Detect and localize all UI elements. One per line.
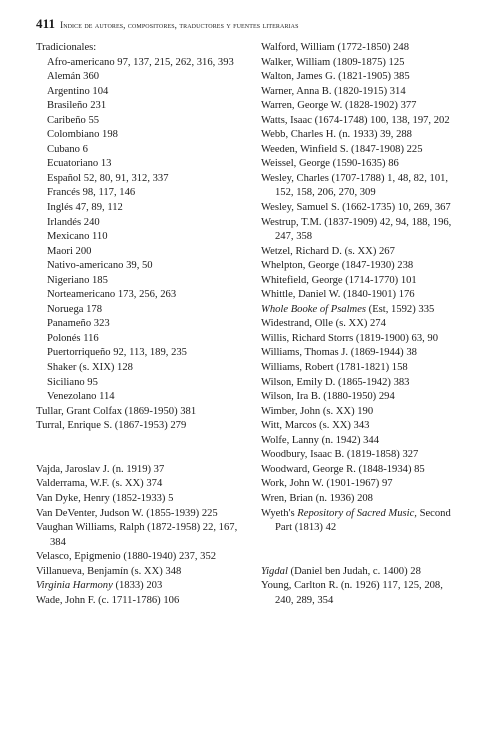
entry-title: Repository of Sacred Music, (297, 507, 417, 519)
page-header (36, 16, 299, 32)
index-entry: Vaughan Williams, Ralph (1872-1958) 22, 167, 384 (36, 522, 238, 548)
index-entry (36, 579, 247, 594)
index-entry: Tullar, Grant Colfax (1869-1950) 381 (36, 405, 197, 417)
index-entry: Noruega 178 (47, 303, 103, 315)
index-entry: Mexicano 110 (47, 231, 108, 243)
index-entry: Wilson, Emily D. (1865-1942) 383 (261, 376, 410, 388)
index-entry: Wesley, Charles (1707-1788) 1, 48, 82, 101, 152, 158, 206, 270, 309 (261, 172, 449, 199)
entry-pages: (1833) 203 (112, 580, 163, 592)
running-title: Indice de autores, compositores, traductores y fuentes literarias (60, 20, 299, 30)
index-entry: Williams, Thomas J. (1869-1944) 38 (261, 347, 417, 359)
group-heading: Tradicionales: (36, 42, 97, 53)
entry-title: Virginia Harmony (36, 580, 113, 592)
index-entry: Wesley, Samuel S. (1662-1735) 10, 269, 367 (261, 202, 451, 214)
index-entry: Weeden, Winfield S. (1847-1908) 225 (261, 143, 423, 155)
entry-pages: (Est, 1592) 335 (366, 303, 435, 315)
page-number: 411 (36, 16, 56, 31)
index-entry: Nativo-americano 39, 50 (47, 260, 153, 272)
index-entry: Norteamericano 173, 256, 263 (47, 289, 177, 301)
index-entry: Wren, Brian (n. 1936) 208 (261, 492, 373, 504)
index-entry (261, 565, 461, 580)
index-entry: Francés 98, 117, 146 (47, 187, 136, 199)
index-entry: Inglés 47, 89, 112 (47, 202, 123, 214)
index-entry: Webb, Charles H. (n. 1933) 39, 288 (261, 129, 412, 141)
index-entry: Irlandés 240 (47, 216, 100, 228)
section-gap (261, 536, 461, 551)
index-entry (261, 303, 461, 318)
index-entry: Afro-americano 97, 137, 215, 262, 316, 393 (47, 56, 234, 68)
entry-pages: Second Part (1813) 42 (275, 507, 451, 534)
index-entry: Venezolano 114 (47, 391, 115, 403)
index-entry: Nigeriano 185 (47, 274, 108, 286)
index-entry: Villanueva, Benjamín (s. XX) 348 (36, 565, 182, 577)
index-entry: Español 52, 80, 91, 312, 337 (47, 172, 169, 184)
index-entry: Caribeño 55 (47, 114, 100, 126)
index-entry: Widestrand, Olle (s. XX) 274 (261, 318, 386, 330)
yz-entries (261, 565, 461, 609)
index-entry: Woodward, George R. (1848-1934) 85 (261, 463, 425, 475)
index-entry: Watts, Isaac (1674-1748) 100, 138, 197, 202 (261, 114, 450, 126)
index-entry: Van DeVenter, Judson W. (1855-1939) 225 (36, 507, 218, 519)
traditional-subentries (36, 56, 247, 405)
index-entry: Witt, Marcos (s. XX) 343 (261, 420, 370, 432)
index-entry: Whitefield, George (1714-1770) 101 (261, 274, 417, 286)
index-entry: Wolfe, Lanny (n. 1942) 344 (261, 434, 380, 446)
section-gap (36, 448, 247, 463)
index-entry: Wimber, John (s. XX) 190 (261, 405, 374, 417)
index-entry: Whittle, Daniel W. (1840-1901) 176 (261, 289, 415, 301)
index-entry (261, 507, 461, 536)
index-entry: Velasco, Epigmenio (1880-1940) 237, 352 (36, 551, 217, 563)
index-entry: Brasileño 231 (47, 100, 107, 112)
index-entry: Young, Carlton R. (n. 1926) 117, 125, 208, 240, 289, 354 (261, 580, 443, 606)
left-column (36, 41, 247, 608)
t-entries (36, 405, 247, 434)
index-entry: Westrup, T.M. (1837-1909) 42, 94, 188, 196, 247, 358 (261, 216, 452, 243)
entry-title: Whole Booke of Psalmes (261, 303, 367, 315)
index-entry: Cubano 6 (47, 143, 88, 155)
index-entry: Maori 200 (47, 245, 92, 257)
index-entry: Alemán 360 (47, 71, 100, 83)
index-entry: Wade, John F. (c. 1711-1786) 106 (36, 594, 180, 606)
index-entry: Vajda, Jaroslav J. (n. 1919) 37 (36, 463, 165, 475)
section-gap (36, 434, 247, 449)
index-entry: Ecuatoriano 13 (47, 158, 112, 170)
index-entry: Polonés 116 (47, 332, 99, 344)
section-gap (261, 550, 461, 565)
index-entry: Valderrama, W.F. (s. XX) 374 (36, 478, 163, 490)
right-column (261, 41, 461, 608)
entry-prefix: Wyeth's (261, 507, 298, 519)
index-entry: Weissel, George (1590-1635) 86 (261, 158, 399, 170)
index-entry: Wilson, Ira B. (1880-1950) 294 (261, 391, 395, 403)
entry-pages: (Daniel ben Judah, c. 1400) 28 (287, 565, 421, 577)
index-entry: Williams, Robert (1781-1821) 158 (261, 362, 408, 374)
index-entry: Whelpton, George (1847-1930) 238 (261, 260, 414, 272)
index-entry: Argentino 104 (47, 85, 109, 97)
index-entry: Walford, William (1772-1850) 248 (261, 42, 409, 53)
index-entry: Van Dyke, Henry (1852-1933) 5 (36, 492, 174, 504)
index-entry: Colombiano 198 (47, 129, 118, 141)
index-entry: Warren, George W. (1828-1902) 377 (261, 100, 417, 112)
index-entry: Siciliano 95 (47, 376, 98, 388)
entry-title: Yigdal (261, 565, 288, 577)
index-entry: Walton, James G. (1821-1905) 385 (261, 71, 410, 83)
index-entry: Wetzel, Richard D. (s. XX) 267 (261, 245, 395, 257)
index-entry: Puertorriqueño 92, 113, 189, 235 (47, 347, 187, 359)
index-entry: Warner, Anna B. (1820-1915) 314 (261, 85, 406, 97)
index-entry: Panameño 323 (47, 318, 110, 330)
index-entry: Willis, Richard Storrs (1819-1900) 63, 90 (261, 332, 439, 344)
index-entry: Woodbury, Isaac B. (1819-1858) 327 (261, 449, 419, 461)
index-entry: Shaker (s. XIX) 128 (47, 362, 133, 374)
w-entries (261, 41, 461, 536)
index-entry: Work, John W. (1901-1967) 97 (261, 478, 393, 490)
index-entry: Walker, William (1809-1875) 125 (261, 56, 405, 68)
v-entries (36, 463, 247, 608)
index-entry: Turral, Enrique S. (1867-1953) 279 (36, 420, 187, 432)
